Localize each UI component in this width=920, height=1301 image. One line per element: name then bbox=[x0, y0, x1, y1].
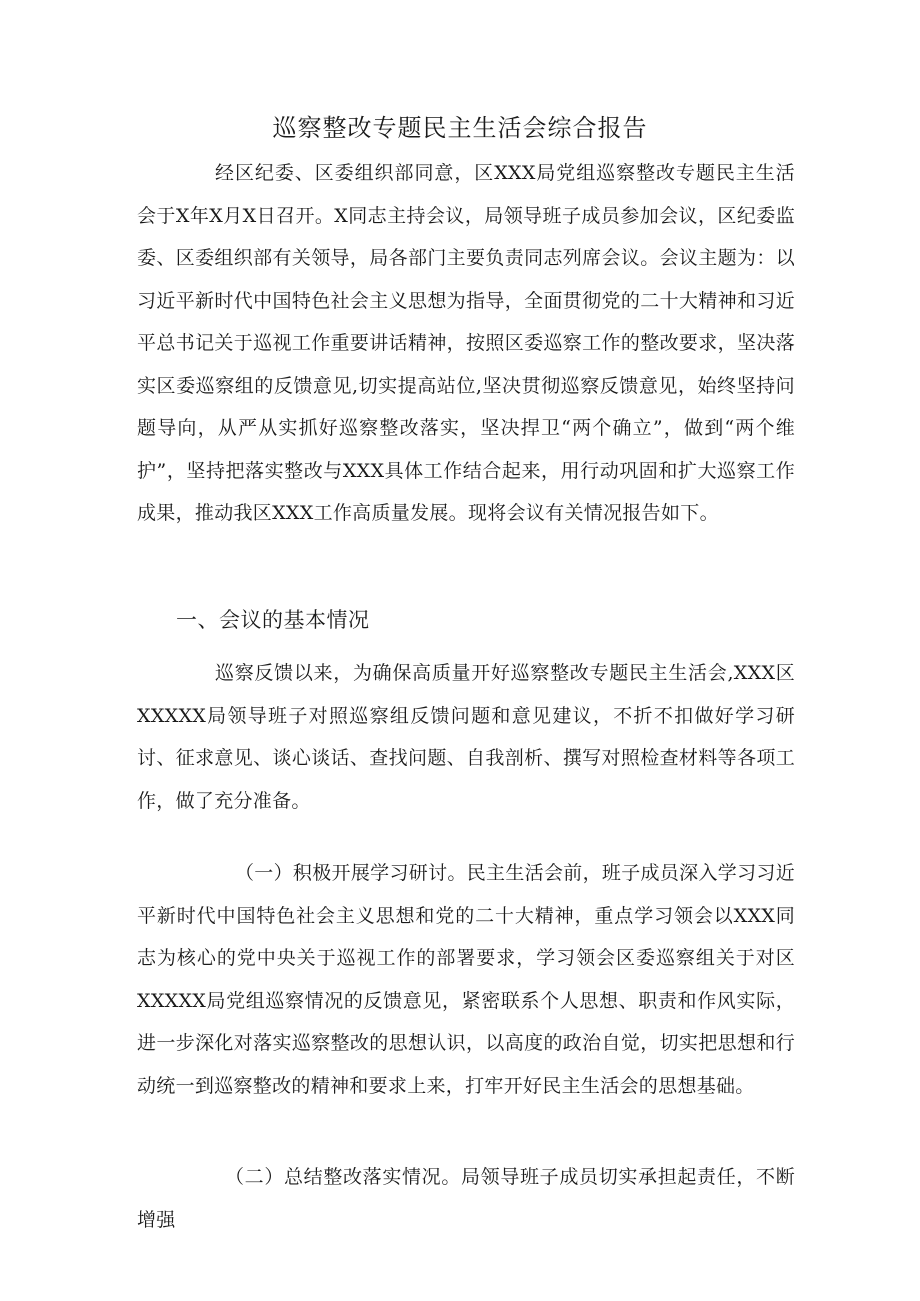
item-summary-paragraph: （二）总结整改落实情况。局领导班子成员切实承担起责任，不断增强 bbox=[137, 1166, 795, 1231]
item-study-paragraph: （一）积极开展学习研讨。民主生活会前，班子成员深入学习习近平新时代中国特色社会主义思想和党的二十大精神，重点学习领会以XXX同志为核心的党中央关于巡视工作的部署要求，学习领会区委巡察组关于对区XXXXX局党组巡察情况的反馈意见，紧密联系个人思想、职责和作风实际，进一步深化对落实巡察整改的思想认识，以高度的政治自觉，切实把思想和行动统一到巡察整改的精神和要求上来，打牢开好民主生活会的思想基础。 bbox=[137, 862, 795, 1097]
section-intro-paragraph: 巡察反馈以来，为确保高质量开好巡察整改专题民主生活会,XXX区XXXXX局领导班子对照巡察组反馈问题和意见建议，不折不扣做好学习研讨、征求意见、谈心谈话、查找问题、自我剖析、撰写对照检查材料等各项工作，做了充分准备。 bbox=[137, 662, 795, 812]
intro-paragraph: 经区纪委、区委组织部同意，区XXX局党组巡察整改专题民主生活会于X年X月X日召开。X同志主持会议，局领导班子成员参加会议，区纪委监委、区委组织部有关领导，局各部门主要负责同志列席会议。会议主题为：以习近平新时代中国特色社会主义思想为指导，全面贯彻党的二十大精神和习近平总书记关于巡视工作重要讲话精神，按照区委巡察工作的整改要求，坚决落实区委巡察组的反馈意见,切实提高站位,坚决贯彻巡察反馈意见，始终坚持问题导向，从严从实抓好巡察整改落实，坚决捍卫“两个确立”，做到“两个维护”，坚持把落实整改与XXX具体工作结合起来，用行动巩固和扩大巡察工作成果，推动我区XXX工作高质量发展。现将会议有关情况报告如下。 bbox=[137, 162, 795, 524]
document-title: 巡察整改专题民主生活会综合报告 bbox=[272, 114, 648, 142]
section-heading-basic-situation: 一、会议的基本情况 bbox=[176, 608, 370, 632]
